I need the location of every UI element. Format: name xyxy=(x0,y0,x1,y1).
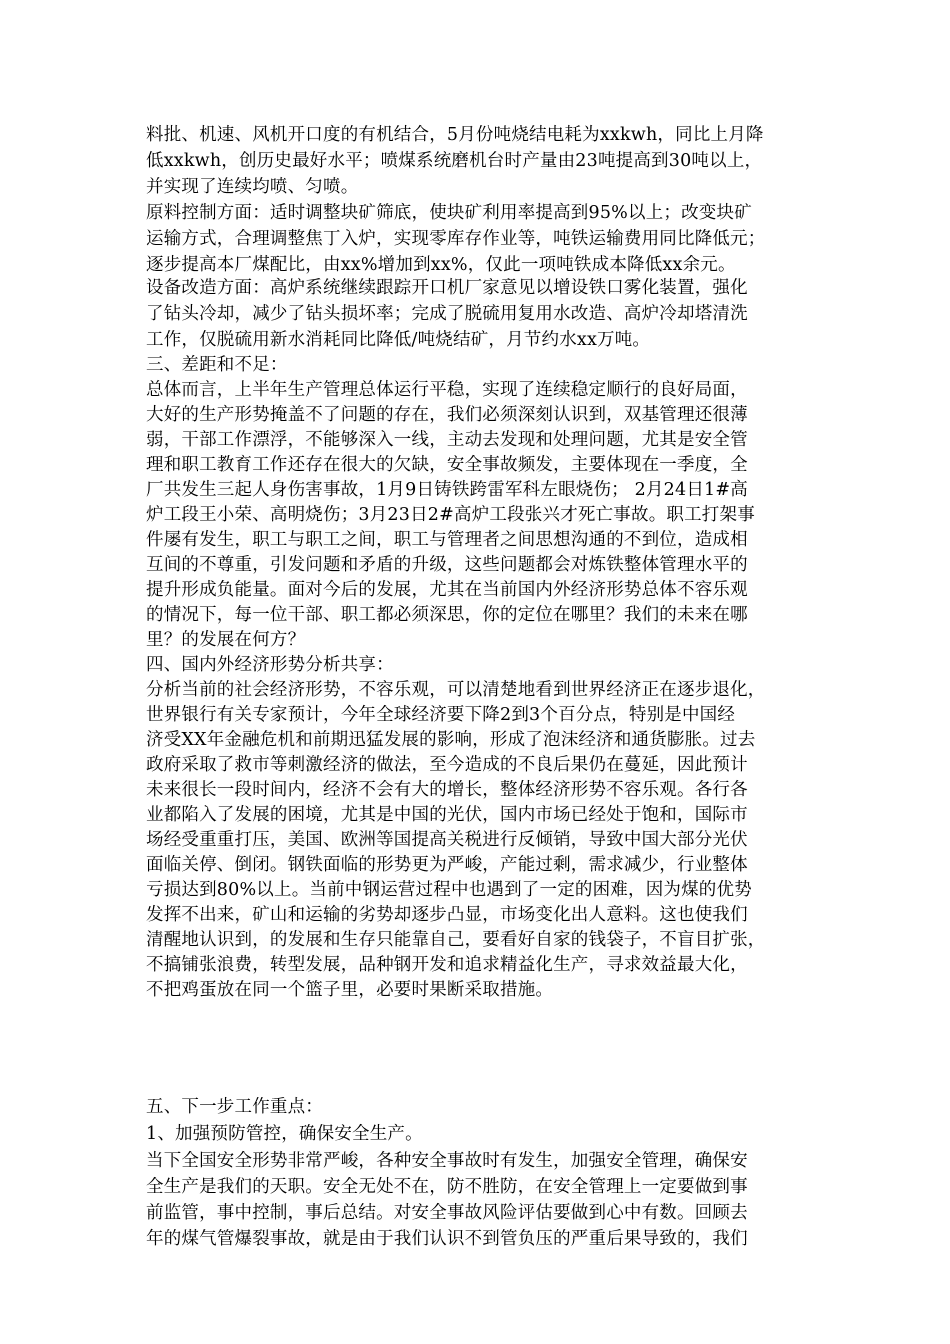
section-heading: 五、下一步工作重点： xyxy=(146,1097,323,1117)
text-line: 的情况下，每一位干部、职工都必须深思，你的定位在哪里？我们的未来在哪 xyxy=(146,605,748,625)
text-line: 分析当前的社会经济形势，不容乐观，可以清楚地看到世界经济正在逐步退化， xyxy=(146,680,766,700)
text-line: 清醒地认识到，的发展和生存只能靠自己，要看好自家的钱袋子，不盲目扩张， xyxy=(146,930,766,950)
text-line: 并实现了连续均喷、匀喷。 xyxy=(146,177,359,197)
text-line: 济受XX年金融危机和前期迅猛发展的影响，形成了泡沫经济和通货膨胀。过去 xyxy=(146,730,756,750)
text-line: 大好的生产形势掩盖不了问题的存在，我们必须深刻认识到，双基管理还很薄 xyxy=(146,405,748,425)
text-line: 炉工段王小荣、高明烧伤；3月23日2#高炉工段张兴才死亡事故。职工打架事 xyxy=(146,505,755,525)
section-heading: 三、差距和不足： xyxy=(146,355,288,375)
section-heading: 四、国内外经济形势分析共享： xyxy=(146,655,394,675)
text-line: 年的煤气管爆裂事故，就是由于我们认识不到管负压的严重后果导致的，我们 xyxy=(146,1229,748,1249)
text-line: 政府采取了救市等刺激经济的做法，至今造成的不良后果仍在蔓延，因此预计 xyxy=(146,755,748,775)
text-line: 不把鸡蛋放在同一个篮子里，必要时果断采取措施。 xyxy=(146,980,554,1000)
text-line: 总体而言，上半年生产管理总体运行平稳，实现了连续稳定顺行的良好局面， xyxy=(146,380,748,400)
text-line: 运输方式，合理调整焦丁入炉，实现零库存作业等，吨铁运输费用同比降低元； xyxy=(146,229,766,249)
text-line: 前监管，事中控制，事后总结。对安全事故风险评估要做到心中有数。回顾去 xyxy=(146,1203,748,1223)
text-line: 未来很长一段时间内，经济不会有大的增长，整体经济形势不容乐观。各行各 xyxy=(146,780,748,800)
text-line: 世界银行有关专家预计，今年全球经济要下降2到3个百分点，特别是中国经 xyxy=(146,705,736,725)
text-line: 工作，仅脱硫用新水消耗同比降低/吨烧结矿，月节约水xx万吨。 xyxy=(146,330,651,350)
text-line: 低xxkwh，创历史最好水平；喷煤系统磨机台时产量由23吨提高到30吨以上， xyxy=(146,151,763,171)
text-line: 不搞铺张浪费，转型发展，品种钢开发和追求精益化生产，寻求效益最大化， xyxy=(146,955,748,975)
text-line: 场经受重重打压，美国、欧洲等国提高关税进行反倾销，导致中国大部分光伏 xyxy=(146,830,748,850)
text-line: 原料控制方面：适时调整块矿筛底，使块矿利用率提高到95%以上；改变块矿 xyxy=(146,203,752,223)
text-line: 面临关停、倒闭。钢铁面临的形势更为严峻，产能过剩，需求减少，行业整体 xyxy=(146,855,748,875)
text-line: 料批、机速、风机开口度的有机结合，5月份吨烧结电耗为xxkwh，同比上月降 xyxy=(146,125,764,145)
text-line: 理和职工教育工作还存在很大的欠缺，安全事故频发，主要体现在一季度，全 xyxy=(146,455,748,475)
text-line: 弱，干部工作漂浮，不能够深入一线，主动去发现和处理问题，尤其是安全管 xyxy=(146,430,748,450)
text-line: 业都陷入了发展的困境，尤其是中国的光伏，国内市场已经处于饱和，国际市 xyxy=(146,805,748,825)
subsection-heading: 1、加强预防管控，确保安全生产。 xyxy=(146,1124,423,1144)
text-line: 全生产是我们的天职。安全无处不在，防不胜防，在安全管理上一定要做到事 xyxy=(146,1177,748,1197)
text-line: 互间的不尊重，引发问题和矛盾的升级，这些问题都会对炼铁整体管理水平的 xyxy=(146,555,748,575)
text-line: 设备改造方面：高炉系统继续跟踪开口机厂家意见以增设铁口雾化装置，强化 xyxy=(146,278,748,298)
text-line: 当下全国安全形势非常严峻，各种安全事故时有发生，加强安全管理，确保安 xyxy=(146,1151,748,1171)
text-line: 了钻头冷却，减少了钻头损坏率；完成了脱硫用复用水改造、高炉冷却塔清洗 xyxy=(146,304,748,324)
text-line: 亏损达到80%以上。当前中钢运营过程中也遇到了一定的困难，因为煤的优势 xyxy=(146,880,752,900)
text-line: 逐步提高本厂煤配比，由xx%增加到xx%，仅此一项吨铁成本降低xx余元。 xyxy=(146,255,736,275)
text-line: 提升形成负能量。面对今后的发展，尤其在当前国内外经济形势总体不容乐观 xyxy=(146,580,748,600)
text-line: 厂共发生三起人身伤害事故，1月9日铸铁跨雷军科左眼烧伤； 2月24日1#高 xyxy=(146,480,748,500)
text-line: 件屡有发生，职工与职工之间，职工与管理者之间思想沟通的不到位，造成相 xyxy=(146,530,748,550)
text-line: 发挥不出来，矿山和运输的劣势却逐步凸显，市场变化出人意料。这也使我们 xyxy=(146,905,748,925)
text-line: 里？的发展在何方？ xyxy=(146,630,306,650)
